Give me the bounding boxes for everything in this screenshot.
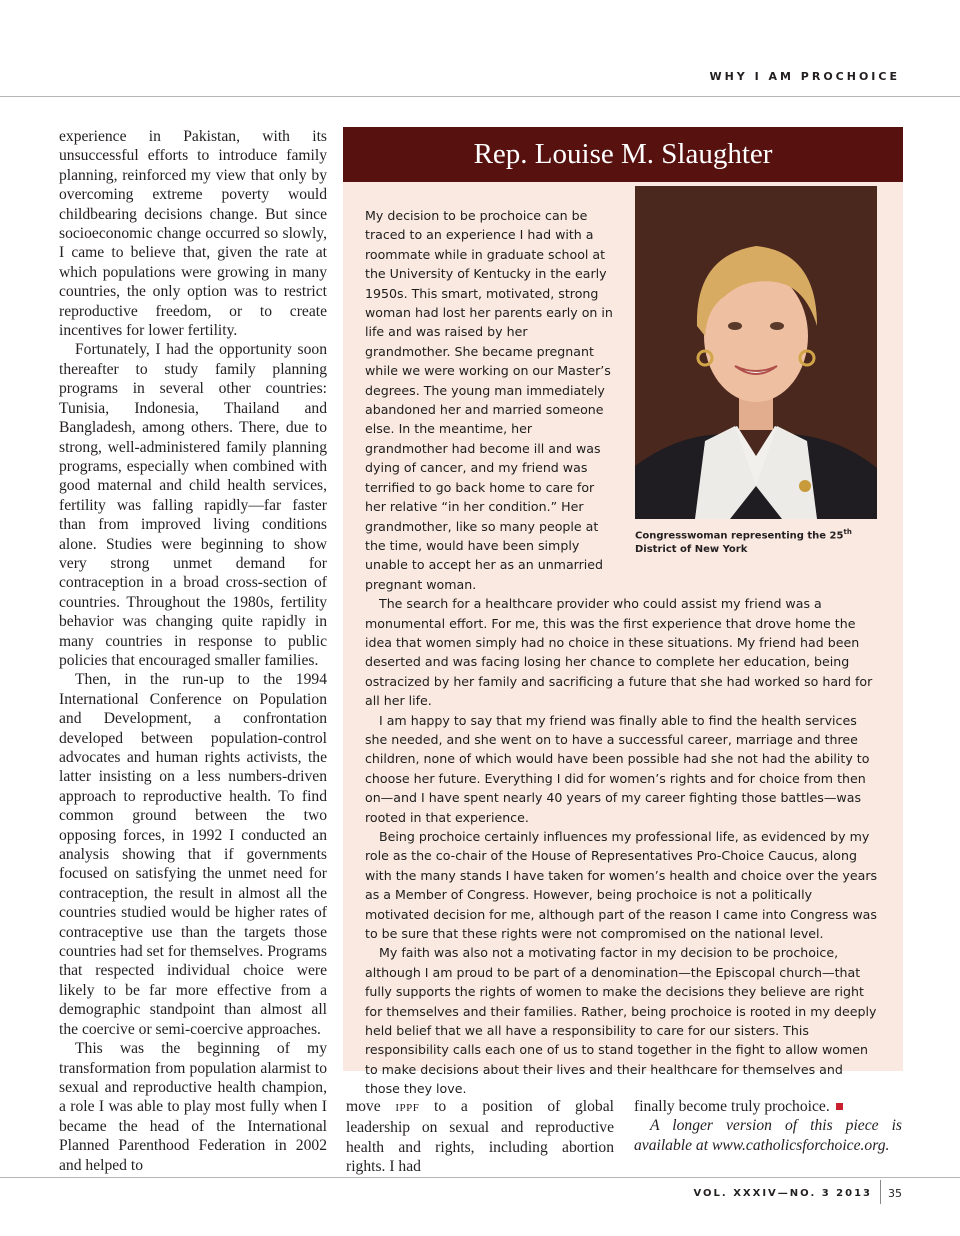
issue-info: VOL. XXXIV—NO. 3 2013: [693, 1188, 872, 1199]
page-number: 35: [888, 1187, 902, 1200]
closing-sentence: finally become truly prochoice.: [634, 1098, 830, 1115]
sidebar-paragraph-lead: My decision to be prochoice can be traced to an experience I had with a roommate while in graduate school at the University of Kentucky in the early 1950s. This smart, motivated, strong woman had lost her parents early on in life and was raised by her grandmother. She became pregnant while we were working on our Master’s degrees. The young man immediately abandoned her and married someone else. In the meantime, her grandmother had become ill and was dying of cancer, and my friend was terrified to go back home to care for her relative “in her condition.” Her grandmother, like so many people at the time, would have been simply unable to accept her as an unmarried pregnant woman.: [365, 208, 613, 592]
body-paragraph: Fortunately, I had the opportunity soon thereafter to study family planning programs in several other countries: Tunisia, Indonesia, Thailand and Bangladesh, among others. There, due to strong, well-administered family planning programs, especially when combined with good maternal and child health services, fertility was falling rapidly—far faster than from improved living conditions alone. Studies were beginning to show very strong unmet demand for contraception in a broad cross-section of countries. Throughout the 1980s, fertility behavior was changing quite rapidly in many countries in response to public policies that encouraged smaller families.: [59, 341, 327, 669]
folio-divider: [880, 1180, 881, 1204]
caption-superscript: th: [843, 528, 852, 536]
profile-sidebar: [343, 127, 903, 1097]
caption-text: Congresswoman representing the 25: [635, 530, 844, 542]
sidebar-paragraph: Being prochoice certainly influences my professional life, as evidenced by my role as the co-chair of the House of Representatives Pro-Choice Caucus, along with the many stands I have taken for women’s health and choice over the years as a Member of Congress. However, being prochoice is not a politically motivated decision for me, although part of the reason I came into Congress was to be sure that these rights were not compromised on the national level.: [365, 829, 878, 942]
footer-rule: [0, 1177, 960, 1178]
body-paragraph: Then, in the run-up to the 1994 International Conference on Population and Development, a confrontation developed between population-control advocates and human rights activists, the latter insisting on a less numbers-driven approach to reproductive health. To find common ground between the two opposing forces, in 1992 I conducted an analysis showing that if governments focused on satisfying the unmet need for contraception, the result in almost all the countries studied would be higher rates of contraceptive use than the targets those countries had set for themselves. Programs that respected individual choice were likely to be far more effective from a demographic standpoint than almost all the coercive or semi-coercive approaches.: [59, 671, 327, 1038]
sidebar-paragraph: I am happy to say that my friend was finally able to find the health services she needed, and she went on to have a successful career, marriage and three children, none of which would have been possible had she not had the ability to choose her future. Everything I did for women’s rights and for choice from then on—and I have spent nearly 40 years of my career fighting those battles—was rooted in that experience.: [365, 712, 870, 825]
ippf-acronym: IPPF: [395, 1102, 420, 1114]
article-column-middle: [346, 1097, 614, 1177]
body-paragraph: [346, 1097, 614, 1177]
body-text: move: [346, 1098, 381, 1115]
sidebar-body: [365, 206, 879, 1099]
article-column-right: [634, 1097, 902, 1155]
article-column-left: [59, 127, 327, 1175]
body-paragraph: [634, 1097, 902, 1116]
body-paragraph: This was the beginning of my transformation from population alarmist to sexual and reproductive health champion, a role I was able to play most fully when I became the head of the International Planned Parenthood Federation in 2002 and helped to: [59, 1040, 327, 1174]
header-rule: [0, 96, 960, 97]
sidebar-paragraph: My faith was also not a motivating factor in my decision to be prochoice, although I am proud to be part of a denomination—the Episcopal church—that fully supports the rights of women to make the decisions they believe are right for themselves and their families. Rather, being prochoice is rooted in my deeply held belief that we all have a responsibility to care for our sisters. This responsibility calls each one of us to stand together in the fight to allow women to make decisions about their lives and their healthcare for themselves and those they love.: [365, 945, 877, 1097]
sidebar-paragraph: The search for a healthcare provider who could assist my friend was a monumental effort. For me, this was the first experience that drove home the idea that women simply had no choice in these situations. My friend had been deserted and was facing losing her chance to complete her education, being ostracized by her family and sacrificing a future that she had worked so hard for all her life.: [365, 596, 873, 709]
running-head: WHY I AM PROCHOICE: [709, 70, 900, 83]
end-of-article-mark: [836, 1103, 843, 1110]
caption-text: District of New York: [635, 544, 748, 556]
sidebar-title: Rep. Louise M. Slaughter: [343, 127, 903, 182]
body-paragraph: experience in Pakistan, with its unsuccessful efforts to introduce family planning, reinforced my view that only by overcoming extreme poverty would childbearing decisions change. But since socioeconomic change occurred so slowly, I came to believe that, given the rate at which populations were growing in many countries, the only option was to restrict reproductive freedom, or to create incentives for lower fertility.: [59, 128, 327, 340]
longer-version-note: A longer version of this piece is available at www.catholicsforchoice.org.: [634, 1117, 902, 1154]
body-text: to a position of global leadership on sexual and reproductive health and rights, including abortion rights. I had: [346, 1098, 614, 1176]
